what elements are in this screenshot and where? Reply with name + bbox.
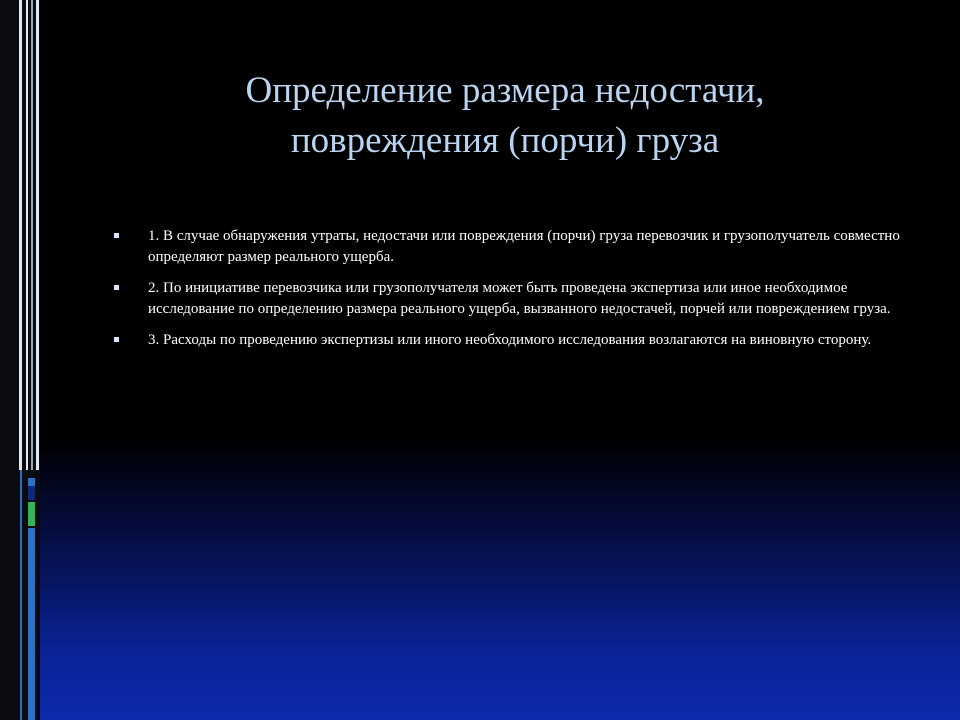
slide-title [140,66,870,166]
left-decoration-panel [0,0,40,720]
square-bullet-icon [114,337,119,342]
stripe-decoration [28,486,35,500]
bullet-item-3 [114,330,904,351]
stripe-decoration [36,0,39,470]
stripe-decoration [26,0,28,470]
title-line-1: Определение размера недостачи, [245,70,765,111]
stripe-decoration [20,470,22,720]
stripe-decoration [28,528,35,720]
bullet-item-1 [114,226,904,268]
bullet-text: 2. По инициативе перевозчика или грузополучателя может быть проведена экспертиза или иное необходимое исследование по определению размера реального ущерба, вызванного недостачей, порчей или повреждением груза. [148,280,891,317]
bullet-text: 1. В случае обнаружения утраты, недостачи или повреждения (порчи) груза перевозчик и грузополучатель совместно определяют размер реального ущерба. [148,228,900,265]
square-bullet-icon [114,233,119,238]
title-line-2: повреждения (порчи) груза [290,120,720,161]
bullet-text: 3. Расходы по проведению экспертизы или иного необходимого исследования возлагаются на виновную сторону. [148,332,872,348]
stripe-decoration [19,0,22,470]
stripe-decoration [28,478,35,486]
stripe-decoration [31,0,33,470]
bullet-list [114,226,904,361]
stripe-decoration [28,502,35,526]
bullet-item-2 [114,278,904,320]
square-bullet-icon [114,285,119,290]
